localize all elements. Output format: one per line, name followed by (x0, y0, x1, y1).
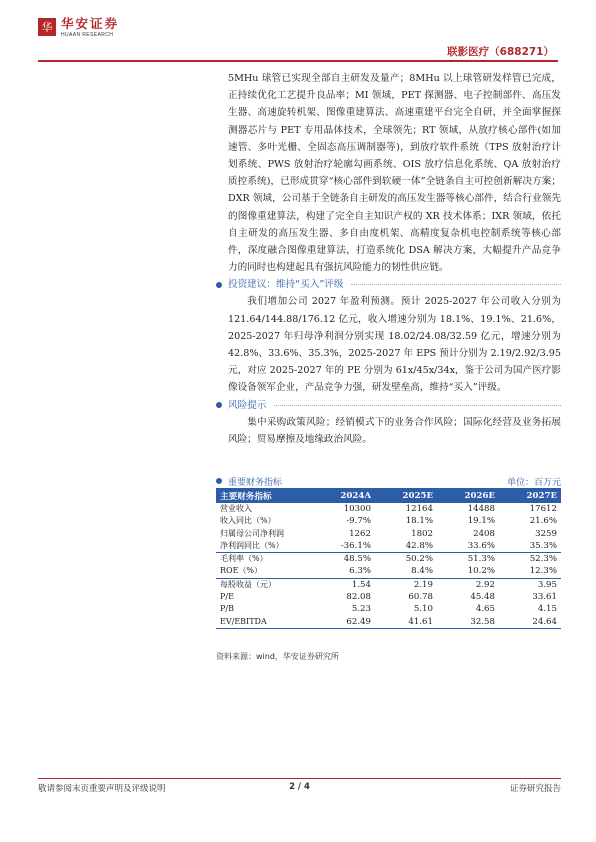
cell: 1.54 (351, 579, 371, 590)
financial-table (216, 489, 561, 629)
cell: 2.92 (475, 579, 495, 590)
cell: 60.78 (408, 592, 433, 603)
cell: 42.8% (375, 540, 437, 553)
table-title: 重要财务指标 (228, 477, 283, 488)
row-label: P/E (220, 592, 234, 602)
cell: 2408 (473, 528, 495, 539)
cell: -9.7% (346, 516, 371, 527)
table-header-row (216, 489, 561, 503)
cell: 1802 (411, 528, 433, 539)
cell: 2.19 (413, 579, 433, 590)
cell: 33.61 (532, 592, 557, 603)
table-row (216, 515, 561, 527)
cell: 3.95 (537, 579, 557, 590)
footer-divider (38, 778, 561, 779)
logo-en: HUAAN RESEARCH (61, 32, 114, 38)
cell: 18.1% (405, 516, 433, 527)
table-row (216, 591, 561, 603)
cell: 35.3% (499, 540, 561, 553)
cell: 12.3% (499, 565, 561, 578)
table-row (216, 616, 561, 629)
row-label: 营业收入 (220, 504, 252, 513)
table-row (216, 603, 561, 615)
disclaimer-note: 敬请参阅末页重要声明及评级说明 (38, 784, 166, 794)
section-invest-title: 投资建议：维持“买入”评级 (216, 276, 561, 293)
page-number: 2 / 4 (289, 782, 310, 792)
section-divider (351, 284, 561, 285)
row-label: P/B (220, 604, 234, 614)
row-label: 收入同比（%） (220, 516, 276, 526)
row-label: 净利润同比（%） (216, 540, 313, 553)
table-row (216, 578, 561, 591)
row-label: ROE（%） (216, 565, 313, 578)
header-divider (38, 60, 558, 62)
row-label: 每股收益（元） (220, 579, 276, 589)
cell: 45.48 (470, 592, 495, 603)
logo-cn: 华安证券 (61, 16, 120, 31)
section-divider (274, 405, 561, 406)
cell: 17612 (529, 504, 557, 514)
company-logo (38, 16, 119, 38)
cell: 12164 (405, 504, 433, 514)
cell: 62.49 (313, 616, 375, 629)
column-header: 2025E (375, 489, 437, 503)
cell: 5.10 (413, 604, 433, 615)
column-header: 2027E (499, 489, 561, 503)
cell: -36.1% (313, 540, 375, 553)
cell: 48.5% (343, 554, 371, 565)
column-header: 主要财务指标 (216, 489, 313, 503)
row-label: 毛利率（%） (220, 554, 268, 564)
paragraph-top: 5MHu 球管已实现全部自主研发及量产；8MHu 以上球管研发样管已完成，正持续优化工艺提升良品率；MI 领域，PET 探测器、电子控制部件、高压发生器、高速旋转机架、图像重建算法、高速重建平台完全自研，并全面掌握探测器芯片与 PET 专用晶体技术，全球领先；RT 领域，从放疗核心部件(如加速管、多叶光栅、全固态高压调制器等)，到放疗软件系统（TPS 放射治疗计划系统、PWS 放射治疗轮廓勾画系统、OIS 放疗信息化系统、QA 放射治疗质控系统)，已形成贯穿“核心部件到软硬一体”全链条自主可控创新解决方案；DXR 领域，公司基于全链条自主研发的高压发生器等核心部件，结合行业领先的图像重建算法，构建了完全自主知识产权的 XR 技术体系；IXR 领域，依托自主研发的高压发生器、多自由度机架、高精度复杂机电控制系统等核心部件，深度融合图像重建算法，打造系统化 DSA 解决方案，大幅提升产品竞争力的同时也构建起具有强抗风险能力的韧性供应链。 (228, 73, 561, 274)
logo-mark-icon: 华 (38, 18, 56, 36)
section-risk-title: 风险提示 (216, 397, 561, 414)
report-type: 证券研究报告 (509, 784, 561, 794)
cell: 24.64 (499, 616, 561, 629)
cell: 10300 (343, 504, 371, 514)
paragraph-invest: 我们增加公司 2027 年盈利预测。预计 2025-2027 年公司收入分别为 121.64/144.88/176.12 亿元，收入增速分别为 18.1%、19.1%、21.6%，2025-2027 年归母净利润分别实现 18.02/24.08/32.59 亿元，增速分别为 42.8%、33.6%、35.3%，2025-2027 年 EPS 预计分别为 2.19/2.92/3.95 元，对应 2025-2027 年的 PE 分别为 61x/45x/34x，鉴于公司为国产医疗影像设备领军企业，产品竞争力强，研发壁垒高，维持“买入”评级。 (228, 296, 561, 394)
cell: 6.3% (313, 565, 375, 578)
table-row (216, 553, 561, 566)
table-row (216, 503, 561, 515)
bullet-icon (216, 282, 222, 288)
bullet-icon (216, 402, 222, 408)
cell: 5.23 (351, 604, 371, 615)
table-row (216, 540, 561, 553)
cell: 10.2% (437, 565, 499, 578)
cell: 33.6% (437, 540, 499, 553)
cell: 51.3% (467, 554, 495, 565)
cell: 19.1% (467, 516, 495, 527)
cell: 50.2% (405, 554, 433, 565)
table-source: 资料来源：wind，华安证券研究所 (216, 652, 339, 661)
column-header: 2026E (437, 489, 499, 503)
row-label: 归属母公司净利润 (220, 528, 284, 538)
table-title-bar (216, 474, 561, 488)
main-content (228, 70, 561, 448)
cell: 14488 (467, 504, 495, 514)
table-unit: 单位：百万元 (506, 477, 561, 488)
cell: 32.58 (437, 616, 499, 629)
column-header: 2024A (313, 489, 375, 503)
table-row (216, 565, 561, 578)
table-row (216, 528, 561, 540)
row-label: EV/EBITDA (216, 616, 313, 629)
paragraph-risk: 集中采购政策风险；经销模式下的业务合作风险；国际化经营及业务拓展风险；贸易摩擦及地缘政治风险。 (228, 416, 561, 445)
cell: 4.65 (475, 604, 495, 615)
cell: 4.15 (537, 604, 557, 615)
cell: 41.61 (375, 616, 437, 629)
cell: 82.08 (346, 592, 371, 603)
page-header (38, 16, 558, 72)
cell: 1262 (349, 528, 371, 539)
cell: 3259 (535, 528, 557, 539)
cell: 52.3% (529, 554, 557, 565)
cell: 21.6% (529, 516, 557, 527)
company-ticker: 联影医疗（688271） (447, 46, 554, 58)
cell: 8.4% (375, 565, 437, 578)
bullet-icon (216, 478, 222, 484)
